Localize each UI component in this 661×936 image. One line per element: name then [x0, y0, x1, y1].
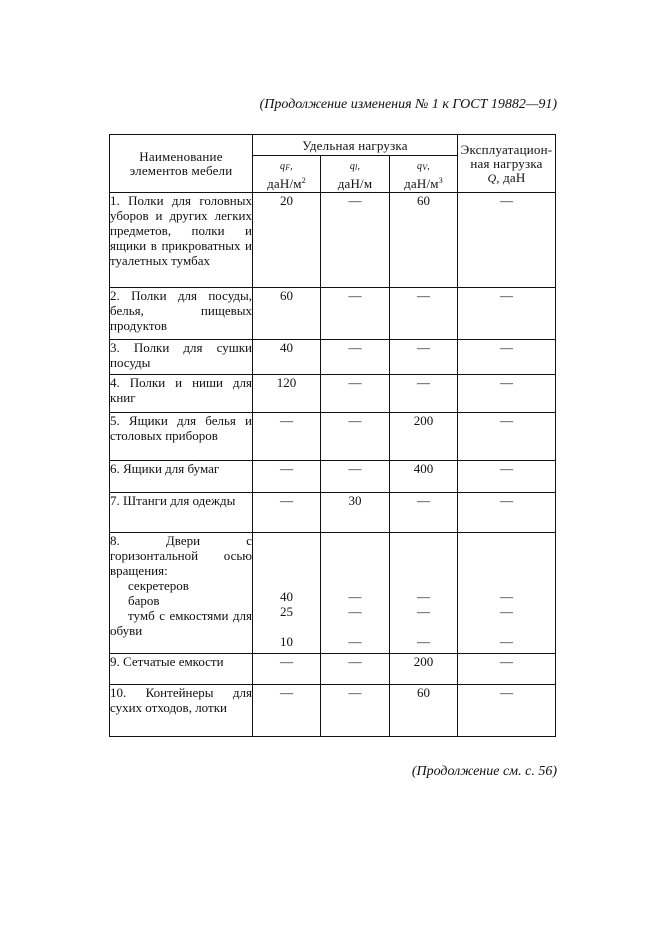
cell-ql: 30 — [321, 493, 390, 533]
table-row — [110, 375, 556, 413]
cell-ql: — — [321, 288, 390, 340]
cell-ql: — — [321, 685, 390, 737]
continuation-footer: (Продолжение см. с. 56) — [411, 764, 557, 779]
unit-superscript: 3 — [438, 176, 443, 185]
unit-label: даН/м — [404, 176, 439, 191]
header-ql — [321, 156, 390, 193]
header-qV — [390, 156, 458, 193]
unit-label: даН/м — [267, 176, 302, 191]
sub-item-value: — — [348, 589, 362, 604]
cell-qV: — — [390, 340, 458, 375]
row-name-heading: 8. Двери с горизонтальной осью вращения: — [110, 533, 252, 578]
table-row — [110, 193, 556, 288]
sub-item-value: — — [417, 589, 430, 604]
load-table — [109, 134, 556, 737]
cell-qV: — — [390, 288, 458, 340]
q-comma: , — [427, 161, 430, 172]
cell-ql — [321, 533, 390, 654]
cell-qF: 20 — [253, 193, 321, 288]
cell-Q: — — [458, 654, 556, 685]
row-name: 7. Штанги для одежды — [110, 493, 253, 533]
table-row — [110, 461, 556, 493]
cell-Q: — — [458, 375, 556, 413]
sub-item-value: — — [500, 589, 513, 604]
row-name: 10. Контейнеры для сухих отходов, лотки — [110, 685, 253, 737]
row-name: 1. Полки для головных уборов и других легких предметов, полки и ящики в прикроватных и туалетных тумбах — [110, 193, 253, 288]
unit-label: даН/м — [337, 176, 373, 191]
cell-ql: — — [321, 461, 390, 493]
cell-ql: — — [321, 413, 390, 461]
header-specific-load: Удельная нагрузка — [253, 135, 458, 156]
cell-qF: — — [253, 461, 321, 493]
table-row — [110, 654, 556, 685]
q-comma: , — [290, 161, 293, 172]
table-row — [110, 288, 556, 340]
cell-ql: — — [321, 654, 390, 685]
table-row — [110, 493, 556, 533]
cell-Q: — — [458, 288, 556, 340]
cell-qF: 60 — [253, 288, 321, 340]
row-name: 5. Ящики для белья и столовых приборов — [110, 413, 253, 461]
row-name: 6. Ящики для бумаг — [110, 461, 253, 493]
table-row — [110, 413, 556, 461]
cell-qV: 400 — [390, 461, 458, 493]
row-name: 4. Полки и ниши для книг — [110, 375, 253, 413]
sub-item-value: 40 — [280, 589, 293, 604]
cell-qF: — — [253, 493, 321, 533]
cell-Q: — — [458, 493, 556, 533]
sub-item-value: — — [417, 634, 430, 649]
sub-item-value: — — [348, 604, 362, 619]
cell-qV: 60 — [390, 685, 458, 737]
cell-Q: — — [458, 193, 556, 288]
cell-ql: — — [321, 193, 390, 288]
sub-item-name: баров — [128, 593, 160, 608]
cell-qV: 200 — [390, 654, 458, 685]
sub-item-value: — — [417, 604, 430, 619]
cell-qF: 120 — [253, 375, 321, 413]
cell-qF — [253, 533, 321, 654]
table-row — [110, 685, 556, 737]
cell-ql: — — [321, 340, 390, 375]
header-name-column: Наименование элементов мебели — [110, 135, 253, 193]
sub-item-name: тумб с емкостями для обуви — [110, 608, 252, 638]
cell-qV: — — [390, 375, 458, 413]
sub-item-value: 25 — [280, 604, 293, 619]
cell-qV — [390, 533, 458, 654]
header-row-1 — [110, 135, 556, 156]
cell-qV: 200 — [390, 413, 458, 461]
cell-qF: — — [253, 685, 321, 737]
q-symbol: q — [349, 161, 356, 172]
cell-qF: — — [253, 413, 321, 461]
cell-Q: — — [458, 685, 556, 737]
unit-superscript: 2 — [301, 176, 306, 185]
operating-load-unit: даН — [503, 169, 526, 185]
q-subscript: V — [422, 163, 428, 172]
q-comma: , — [357, 161, 361, 172]
row-name — [110, 533, 253, 654]
sub-item-value: — — [348, 634, 362, 649]
cell-ql: — — [321, 375, 390, 413]
cell-qF: — — [253, 654, 321, 685]
sub-item-name: секретеров — [128, 578, 189, 593]
q-subscript: l — [355, 163, 358, 172]
header-operating-load — [458, 135, 556, 193]
table-body — [110, 193, 556, 737]
q-symbol: q — [280, 161, 286, 172]
table-row — [110, 340, 556, 375]
table-row — [110, 533, 556, 654]
continuation-header: (Продолжение изменения № 1 к ГОСТ 19882—91) — [259, 97, 557, 112]
sub-item-value: — — [500, 634, 513, 649]
operating-load-symbol: Q, — [487, 170, 500, 185]
cell-qV: 60 — [390, 193, 458, 288]
sub-item-value: — — [500, 604, 513, 619]
row-name: 2. Полки для посуды, белья, пищевых продуктов — [110, 288, 253, 340]
header-qF — [253, 156, 321, 193]
cell-Q: — — [458, 340, 556, 375]
q-subscript: F — [285, 163, 291, 172]
cell-Q: — — [458, 461, 556, 493]
cell-qV: — — [390, 493, 458, 533]
cell-qF: 40 — [253, 340, 321, 375]
cell-Q: — — [458, 413, 556, 461]
operating-load-label: Эксплуатацион-ная нагрузка — [460, 141, 553, 171]
row-name: 9. Сетчатые емкости — [110, 654, 253, 685]
q-symbol: q — [417, 161, 423, 172]
sub-item-value: 10 — [280, 634, 293, 649]
cell-Q — [458, 533, 556, 654]
row-name: 3. Полки для сушки посуды — [110, 340, 253, 375]
